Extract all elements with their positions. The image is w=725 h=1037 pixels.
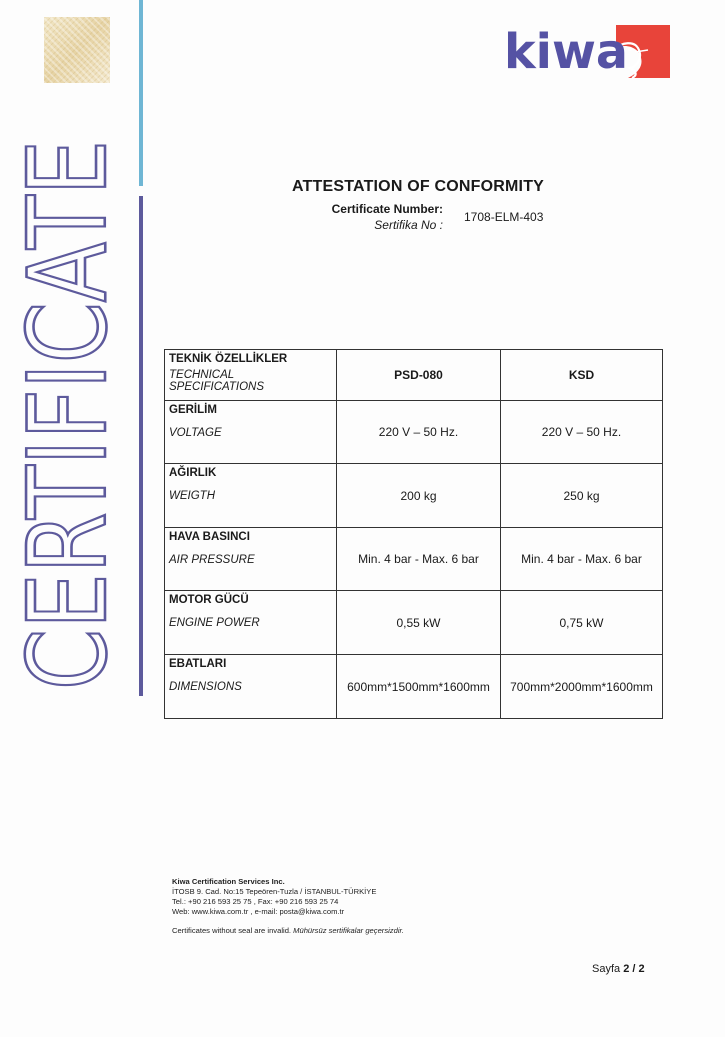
value-psd080: 600mm*1500mm*1600mm: [337, 655, 501, 719]
certificate-text: CERTIFICATE: [6, 12, 131, 690]
table-row: [165, 401, 663, 464]
gold-seal: [44, 17, 110, 83]
row-label-tr: HAVA BASINCI: [169, 531, 250, 543]
row-label-tr: EBATLARI: [169, 658, 227, 670]
row-label-cell: [165, 655, 337, 719]
table-row: [165, 528, 663, 591]
page-current: 2: [623, 963, 630, 975]
value-psd080: 200 kg: [337, 464, 501, 528]
specifications-table: [164, 349, 663, 719]
footer-phone: Tel.: +90 216 593 25 75 , Fax: +90 216 593 25 74: [172, 897, 339, 906]
row-label-cell: [165, 591, 337, 655]
value-ksd: 700mm*2000mm*1600mm: [501, 655, 663, 719]
column-header-ksd: KSD: [501, 350, 663, 401]
row-label-en: DIMENSIONS: [169, 681, 242, 693]
cert-number-label: Certificate Number:: [331, 202, 443, 216]
value-ksd: 220 V – 50 Hz.: [501, 401, 663, 464]
row-label-en: WEIGTH: [169, 490, 215, 502]
cert-number-label-tr: Sertifika No :: [374, 218, 443, 232]
page-label: Sayfa: [592, 963, 621, 975]
footer-note: [172, 926, 404, 936]
header-label-cell: [165, 350, 337, 401]
value-psd080: 220 V – 50 Hz.: [337, 401, 501, 464]
page-number: [592, 963, 645, 975]
row-label-tr: MOTOR GÜCÜ: [169, 594, 249, 606]
row-label-cell: [165, 401, 337, 464]
row-label-cell: [165, 528, 337, 591]
value-ksd: 0,75 kW: [501, 591, 663, 655]
row-label-tr: GERİLİM: [169, 404, 217, 416]
value-psd080: Min. 4 bar - Max. 6 bar: [337, 528, 501, 591]
footer-web: Web: www.kiwa.com.tr , e-mail: posta@kiwa.com.tr: [172, 907, 345, 916]
value-ksd: 250 kg: [501, 464, 663, 528]
value-ksd: Min. 4 bar - Max. 6 bar: [501, 528, 663, 591]
row-label-en: AIR PRESSURE: [169, 554, 255, 566]
table-row: [165, 591, 663, 655]
cert-number: 1708-ELM-403: [464, 210, 544, 224]
header-label-en: TECHNICAL SPECIFICATIONS: [169, 369, 264, 393]
footer-note-tr: Mühürsüz sertifikalar geçersizdir.: [293, 926, 404, 935]
footer-company: Kiwa Certification Services Inc.: [172, 877, 285, 886]
footer-address: İTOSB 9. Cad. No:15 Tepeören-Tuzla / İSTANBUL-TÜRKİYE: [172, 887, 377, 896]
page-total: 2: [638, 963, 645, 975]
kiwa-logo: [504, 22, 674, 84]
table-row: [165, 655, 663, 719]
table-header-row: [165, 350, 663, 401]
footer: [172, 877, 404, 936]
row-label-en: ENGINE POWER: [169, 617, 260, 629]
value-psd080: 0,55 kW: [337, 591, 501, 655]
certificate-vertical-text: [6, 12, 131, 695]
document-title: ATTESTATION OF CONFORMITY: [291, 178, 545, 195]
page-separator: /: [632, 963, 636, 975]
row-label-tr: AĞIRLIK: [169, 467, 217, 479]
logo-text: kiwa: [504, 24, 628, 80]
decorative-line-purple: [139, 196, 143, 696]
column-header-psd080: PSD-080: [337, 350, 501, 401]
footer-note-en: Certificates without seal are invalid.: [172, 926, 292, 935]
row-label-cell: [165, 464, 337, 528]
table-row: [165, 464, 663, 528]
decorative-line-blue: [139, 0, 143, 186]
header-label-tr: TEKNİK ÖZELLİKLER: [169, 353, 288, 365]
row-label-en: VOLTAGE: [169, 427, 222, 439]
